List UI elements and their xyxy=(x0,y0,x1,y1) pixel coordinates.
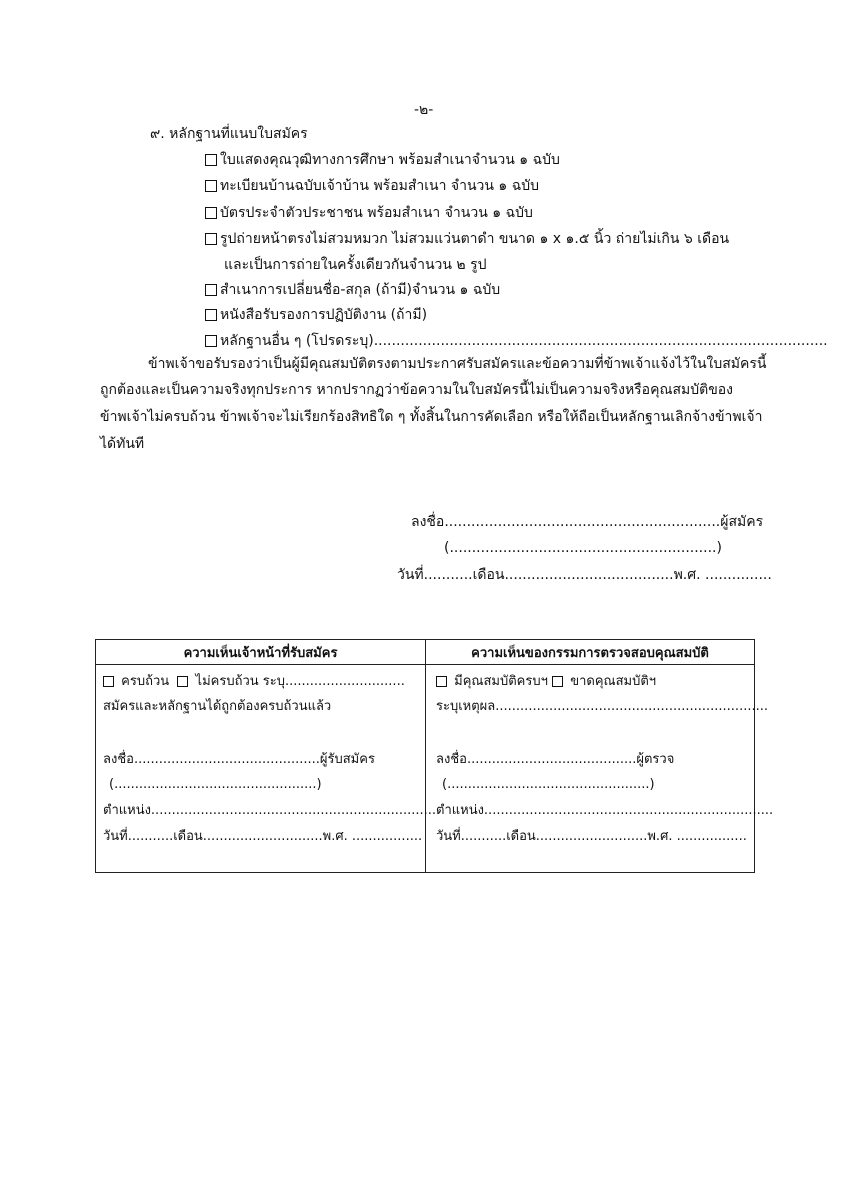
checkbox-icon[interactable] xyxy=(205,154,217,166)
left-column-header: ความเห็นเจ้าหน้าที่รับสมัคร xyxy=(183,646,338,661)
checkbox-icon[interactable] xyxy=(177,676,188,687)
left-date-line: วันที่...........เดือน.............................พ.ศ. ................. xyxy=(103,829,423,844)
checkbox-icon[interactable] xyxy=(205,233,217,245)
right-reason-line: ระบุเหตุผล.................................................................. xyxy=(436,699,768,714)
checkbox-icon[interactable] xyxy=(205,207,217,219)
table-divider xyxy=(425,639,426,873)
left-position-line: ตำแหน่ง...................................................................... xyxy=(103,803,441,818)
checkbox-icon[interactable] xyxy=(103,676,114,687)
declaration-line-4: ได้ทันที xyxy=(100,436,145,452)
right-signature-line: ลงชื่อ.........................................ผู้ตรวจ xyxy=(436,752,675,767)
left-name-line: (.................................................) xyxy=(109,777,322,792)
left-signature-line: ลงชื่อ.............................................ผู้รับสมัคร xyxy=(103,752,375,767)
table-header-line xyxy=(95,664,755,665)
evidence-item-other: หลักฐานอื่น ๆ (โปรดระบุ)...................................................................................................... xyxy=(205,332,828,350)
right-position-line: ตำแหน่ง...................................................................... xyxy=(436,803,774,818)
right-name-line: (.................................................) xyxy=(442,777,655,792)
evidence-item-photo-line2: และเป็นการถ่ายในครั้งเดียวกันจำนวน ๒ รูป xyxy=(224,257,487,273)
evidence-item-work-certificate: หนังสือรับรองการปฏิบัติงาน (ถ้ามี) xyxy=(205,306,427,324)
evidence-item-education: ใบแสดงคุณวุฒิทางการศึกษา พร้อมสำเนาจำนวน ๑ ฉบับ xyxy=(205,151,560,169)
checkbox-icon[interactable] xyxy=(552,676,563,687)
applicant-name-line: (............................................................) xyxy=(444,540,722,556)
checkbox-icon[interactable] xyxy=(205,335,217,347)
checkbox-icon[interactable] xyxy=(436,676,447,687)
left-options-row: ครบถ้วน ไม่ครบถ้วน ระบุ............................. xyxy=(103,673,405,691)
page-number: -๒- xyxy=(414,102,434,118)
applicant-date-line: วันที่...........เดือน......................................พ.ศ. ............... xyxy=(397,567,772,583)
declaration-line-3: ข้าพเจ้าไม่ครบถ้วน ข้าพเจ้าจะไม่เรียกร้องสิทธิใด ๆ ทั้งสิ้นในการคัดเลือก หรือให้ถือเป็นหลักฐานเลิกจ้างข้าพเจ้า xyxy=(100,409,763,425)
evidence-item-name-change: สำเนาการเปลี่ยนชื่อ-สกุล (ถ้ามี)จำนวน ๑ ฉบับ xyxy=(205,281,500,299)
evidence-item-house-registration: ทะเบียนบ้านฉบับเจ้าบ้าน พร้อมสำเนา จำนวน ๑ ฉบับ xyxy=(205,177,539,195)
right-column-header: ความเห็นของกรรมการตรวจสอบคุณสมบัติ xyxy=(471,646,709,661)
declaration-line-2: ถูกต้องและเป็นความจริงทุกประการ หากปรากฏว่าข้อความในใบสมัครนี้ไม่เป็นความจริงหรือคุณสมบัติของ xyxy=(100,382,734,398)
checkbox-icon[interactable] xyxy=(205,309,217,321)
checkbox-icon[interactable] xyxy=(205,180,217,192)
section-9-title: ๙. หลักฐานที่แนบใบสมัคร xyxy=(150,126,308,142)
applicant-signature-line: ลงชื่อ..............................................................ผู้สมัคร xyxy=(411,514,764,530)
declaration-line-1: ข้าพเจ้าขอรับรองว่าเป็นผู้มีคุณสมบัติตรงตามประกาศรับสมัครและข้อความที่ข้าพเจ้าแจ้งไว้ในใบสมัครนี้ xyxy=(148,356,767,372)
evidence-item-photo: รูปถ่ายหน้าตรงไม่สวมหมวก ไม่สวมแว่นตาดำ ขนาด ๑ x ๑.๕ นิ้ว ถ่ายไม่เกิน ๖ เดือน xyxy=(205,230,729,248)
left-statement: สมัครและหลักฐานได้ถูกต้องครบถ้วนแล้ว xyxy=(103,699,332,714)
checkbox-icon[interactable] xyxy=(205,284,217,296)
evidence-item-id-card: บัตรประจำตัวประชาชน พร้อมสำเนา จำนวน ๑ ฉบับ xyxy=(205,204,533,222)
right-date-line: วันที่...........เดือน...........................พ.ศ. ................. xyxy=(436,829,747,844)
right-options-row: มีคุณสมบัติครบฯ ขาดคุณสมบัติฯ xyxy=(436,673,656,691)
